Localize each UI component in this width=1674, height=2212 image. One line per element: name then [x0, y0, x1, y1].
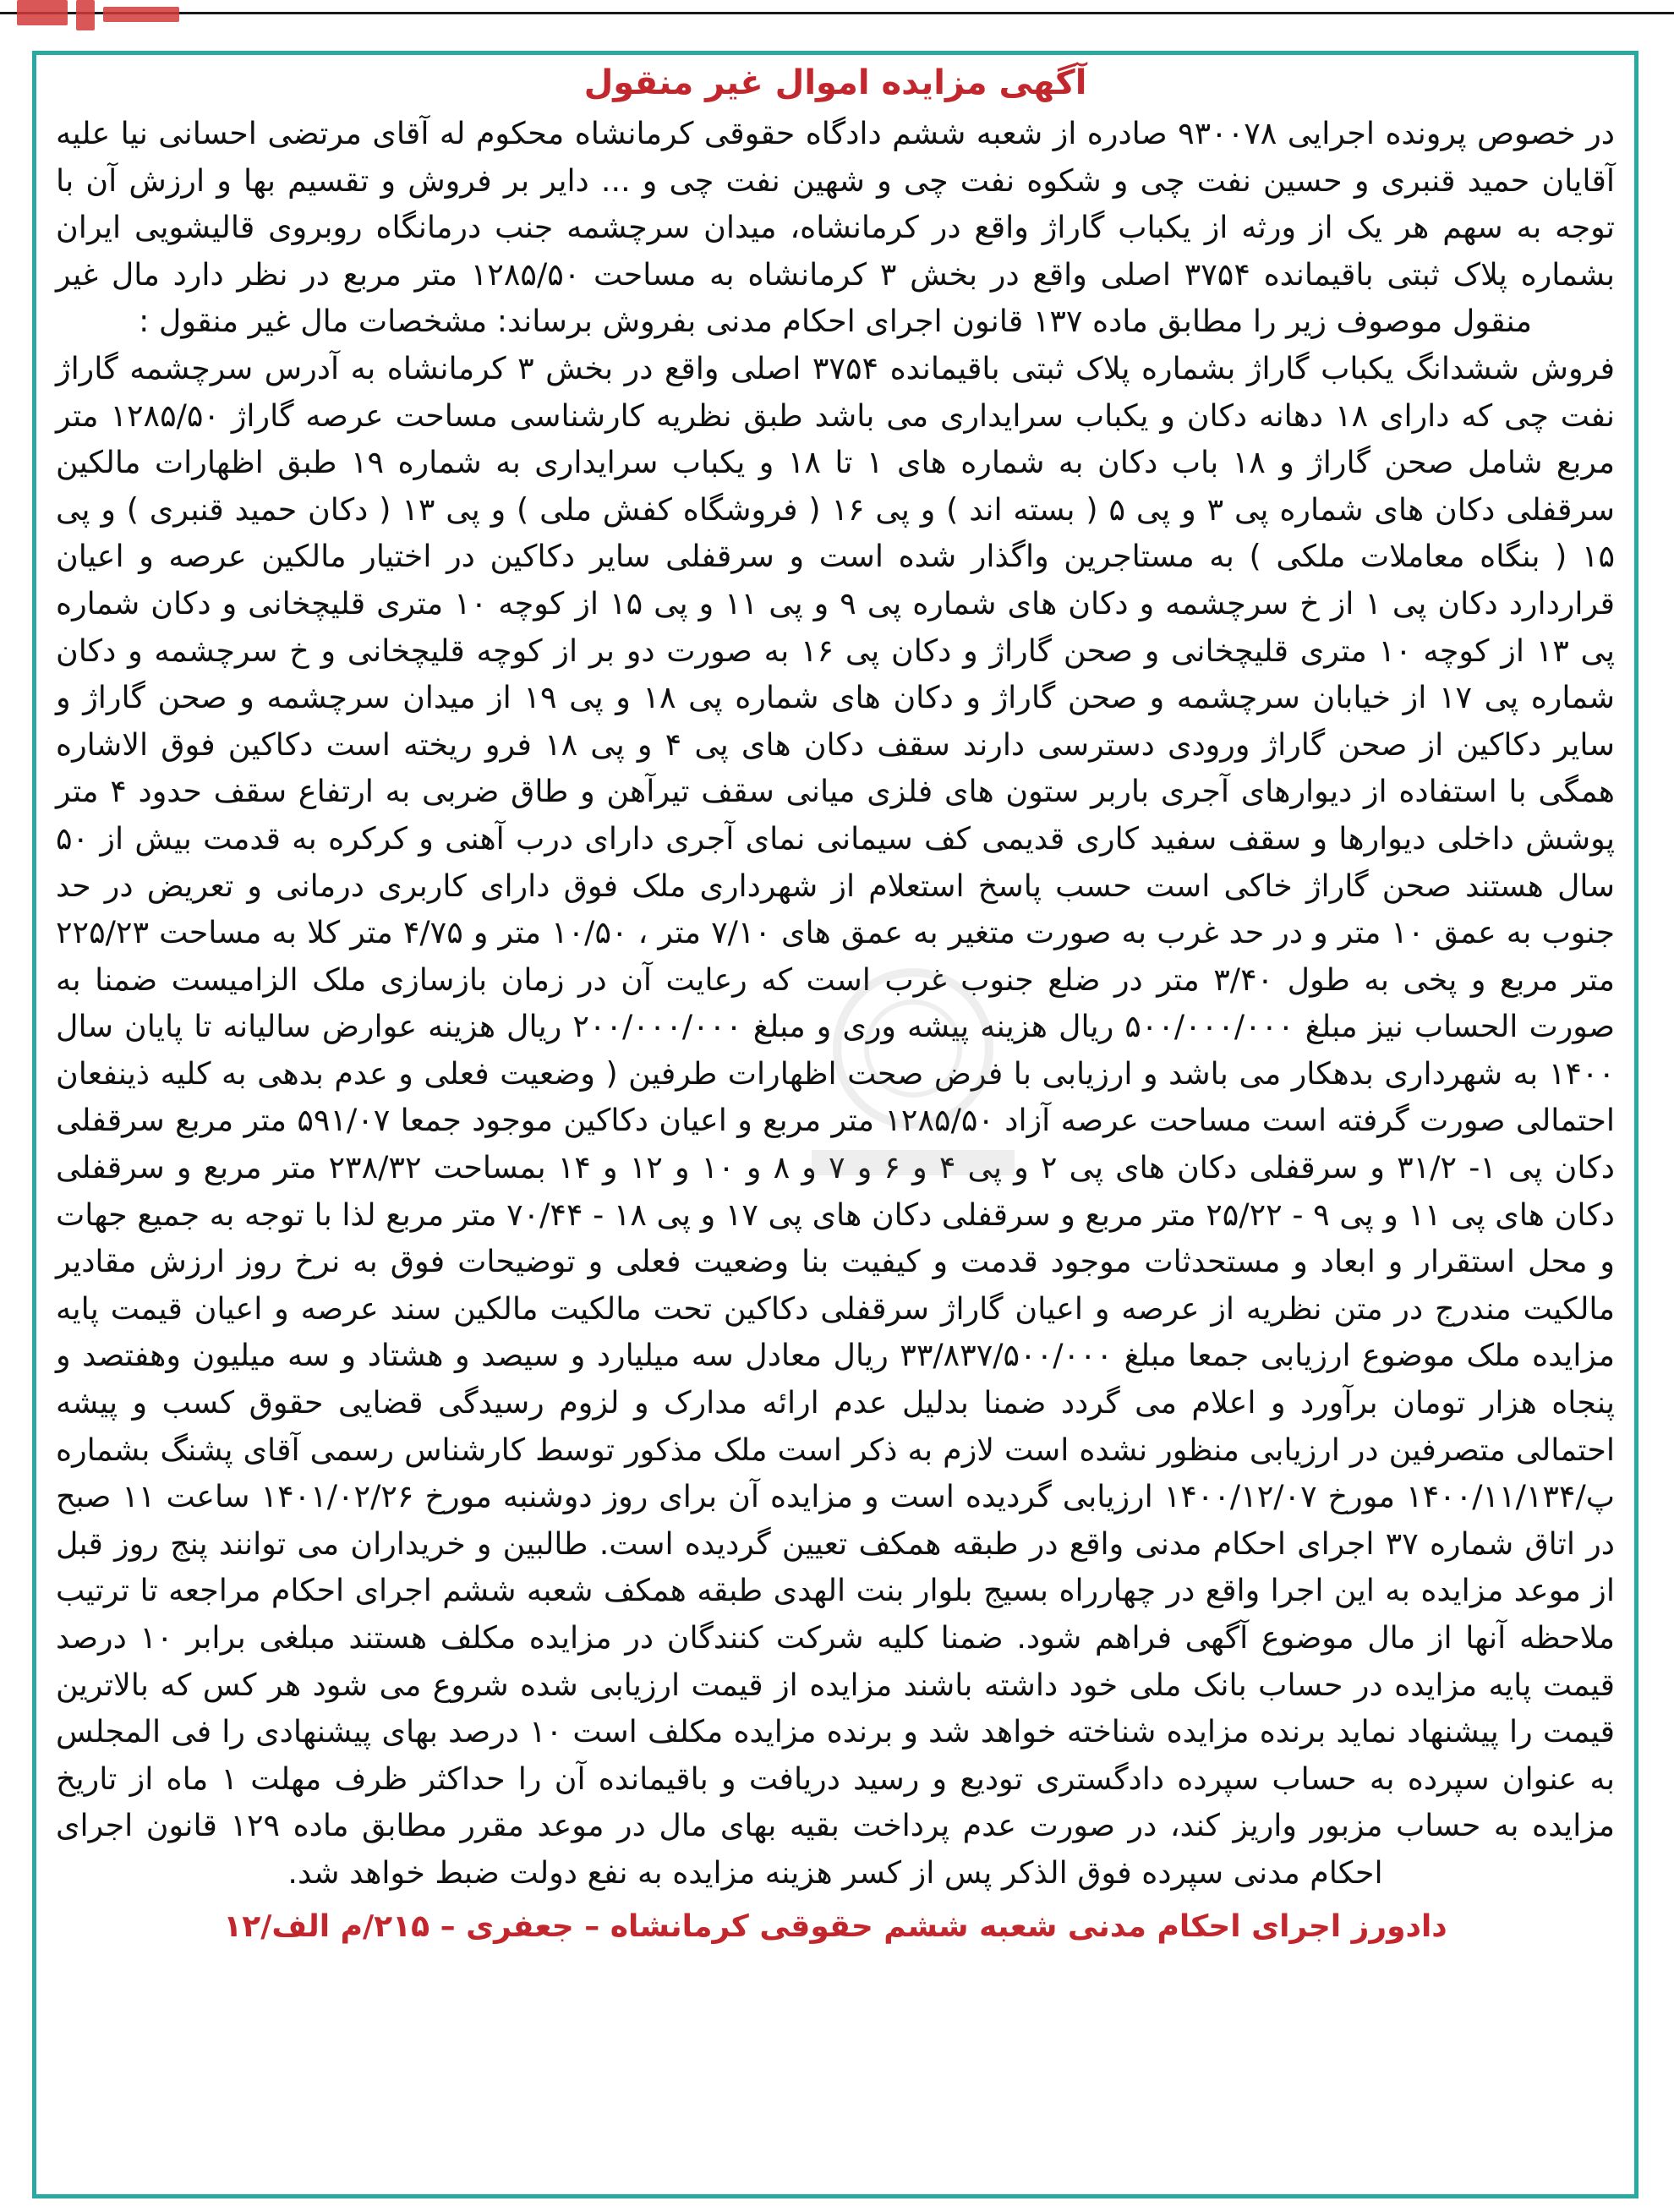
notice-body — [56, 110, 1615, 1897]
notice-signature: دادورز اجرای احکام مدنی شعبه ششم حقوقی کرمانشاه – جعفری – ۲۱۵/م الف/۱۲ — [223, 1908, 1447, 1944]
logo-mark — [0, 0, 271, 41]
notice-title: آگهی مزایده اموال غیر منقول — [583, 63, 1087, 102]
notice-paragraph-details: فروش ششدانگ یکباب گاراژ بشماره پلاک ثبتی باقیمانده ۳۷۵۴ اصلی واقع در بخش ۳ کرمانشاه به آدرس سرچشمه گاراژ نفت چی که دارای ۱۸ دهانه دکان و یکباب سرایداری می باشد طبق نظریه کارشناسی مساحت عرصه گاراژ ۱۲۸۵/۵۰ متر مربع شامل صحن گاراژ و ۱۸ باب دکان به شماره های ۱ تا ۱۸ و یکباب سرایداری به شماره ۱۹ طبق اظهارات مالکین سرقفلی دکان های شماره پی ۳ و پی ۵ ( بسته اند ) و پی ۱۶ ( فروشگاه کفش ملی ) و پی ۱۳ ( دکان حمید قنبری ) و پی ۱۵ ( بنگاه معاملات ملکی ) به مستاجرین واگذار شده است و سرقفلی سایر دکاکین در اختیار مالکین عرصه و اعیان قراردارد دکان پی ۱ از خ سرچشمه و دکان های شماره پی ۹ و پی ۱۱ و پی ۱۵ از کوچه ۱۰ متری قلیچخانی و دکان شماره پی ۱۳ از کوچه ۱۰ متری قلیچخانی و صحن گاراژ و دکان پی ۱۶ به صورت دو بر از کوچه قلیچخانی و خ سرچشمه و دکان شماره پی ۱۷ از خیابان سرچشمه و صحن گاراژ و دکان های شماره پی ۱۸ و پی ۱۹ از میدان سرچشمه و صحن گاراژ و سایر دکاکین از صحن گاراژ ورودی دسترسی دارند سقف دکان های پی ۴ و پی ۱۸ فرو ریخته است دکاکین فوق الاشاره همگی با استفاده از دیوارهای آجری باربر ستون های فلزی میانی سقف تیرآهن و طاق ضربی به ارتفاع سقف حدود ۴ متر پوشش داخلی دیوارها و سقف سفید کاری قدیمی کف سیمانی نمای آجری دارای درب آهنی و کرکره به قدمت بیش از ۵۰ سال هستند صحن گاراژ خاکی است حسب پاسخ استعلام از شهرداری ملک فوق دارای کاربری درمانی و تعریض در حد جنوب به عمق ۱۰ متر و در حد غرب به صورت متغیر به عمق های ۷/۱۰ متر ، ۱۰/۵۰ متر و ۴/۷۵ متر کلا به مساحت ۲۲۵/۲۳ متر مربع و پخی به طول ۳/۴۰ متر در ضلع جنوب غرب است که رعایت آن در زمان بازسازی ملک الزامیست ضمنا به صورت الحساب نیز مبلغ ۵۰۰/۰۰۰/۰۰۰ ریال هزینه پیشه وری و مبلغ ۲۰۰/۰۰۰/۰۰۰ ریال هزینه عوارض سالیانه تا پایان سال ۱۴۰۰ به شهرداری بدهکار می باشد و ارزیابی با فرض صحت اظهارات طرفین ( وضعیت فعلی و عدم بدهی به کلیه ذینفعان احتمالی صورت گرفته است مساحت عرصه آزاد ۱۲۸۵/۵۰ متر مربع و اعیان دکاکین موجود جمعا ۵۹۱/۰۷ متر مربع سرقفلی دکان پی ۱- ۳۱/۲ و سرقفلی دکان های پی ۲ و پی ۴ و ۶ و ۷ و ۸ و ۱۰ و ۱۲ و ۱۴ بمساحت ۲۳۸/۳۲ متر مربع و سرقفلی دکان های پی ۱۱ و پی ۹ - ۲۵/۲۲ متر مربع و سرقفلی دکان های پی ۱۷ و پی ۱۸ - ۷۰/۴۴ متر مربع لذا با توجه به جمیع جهات و محل استقرار و ابعاد و مستحدثات موجود قدمت و کیفیت بنا وضعیت فعلی و توضیحات فوق به نرخ روز ارزش مقادیر مالکیت مندرج در متن نظریه از عرصه و اعیان گاراژ سرقفلی دکاکین تحت مالکیت مالکین سند عرصه و اعیان قیمت پایه مزایده ملک موضوع ارزیابی جمعا مبلغ ۳۳/۸۳۷/۵۰۰/۰۰۰ ریال معادل سه میلیارد و سیصد و هشتاد و سه میلیون وهفتصد و پنجاه هزار تومان برآورد و اعلام می گردد ضمنا بدلیل عدم ارائه مدارک و لزوم رسیدگی قضایی حقوق کسب و پیشه احتمالی متصرفین در ارزیابی منظور نشده است لازم به ذکر است ملک مذکور توسط کارشناس رسمی آقای پشنگ بشماره پ/۱۴۰۰/۱۱/۱۳۴ مورخ ۱۴۰۰/۱۲/۰۷ ارزیابی گردیده است و مزایده آن برای روز دوشنبه مورخ ۱۴۰۱/۰۲/۲۶ ساعت ۱۱ صبح در اتاق شماره ۳۷ اجرای احکام مدنی واقع در طبقه همکف تعیین گردیده است. طالبین و خریداران می توانند پنج روز قبل از موعد مزایده به این اجرا واقع در چهارراه بسیج بلوار بنت الهدی طبقه همکف شعبه ششم اجرای احکام مراجعه تا ترتیب ملاحظه آنها از مال موضوع آگهی فراهم شود. ضمنا کلیه شرکت کنندگان در مزایده مکلف هستند مبلغی برابر ۱۰ درصد قیمت پایه مزایده در حساب بانک ملی خود داشته باشند مزایده از قیمت ارزیابی شده شروع می شود هر کس که بالاترین قیمت را پیشنهاد نماید برنده مزایده شناخته خواهد شد و برنده مزایده مکلف است ۱۰ درصد بهای پیشنهادی را فی المجلس به عنوان سپرده به حساب سپرده دادگستری تودیع و رسید دریافت و باقیمانده آن را حداکثر ظرف مهلت ۱ ماه از تاریخ مزایده به حساب مزبور واریز کند، در صورت عدم پرداخت بقیه بهای مال در موعد مقرر مطابق ماده ۱۲۹ قانون اجرای احکام مدنی سپرده فوق الذکر پس از کسر هزینه مزایده به نفع دولت ضبط خواهد شد. — [56, 349, 1616, 1891]
notice-paragraph-intro: در خصوص پرونده اجرایی ۹۳۰۰۷۸ صادره از شعبه ششم دادگاه حقوقی کرمانشاه محکوم له آقای مرتضی احسانی نیا علیه آقایان حمید قنبری و حسین نفت چی و شکوه نفت چی و شهین نفت چی و ... دایر بر فروش و تقسیم بها و ارزش آن با توجه به سهم هر یک از ورثه از یکباب گاراژ واقع در کرمانشاه، میدان سرچشمه جنب درمانگاه روبروی قالیشویی ایران بشماره پلاک ثبتی باقیمانده ۳۷۵۴ اصلی واقع در بخش ۳ کرمانشاه به مساحت ۱۲۸۵/۵۰ متر مربع در نظر دارد مال غیر منقول موصوف زیر را مطابق ماده ۱۳۷ قانون اجرای احکام مدنی بفروش برساند: مشخصات مال غیر منقول : — [56, 115, 1616, 340]
auction-notice — [41, 59, 1630, 2193]
